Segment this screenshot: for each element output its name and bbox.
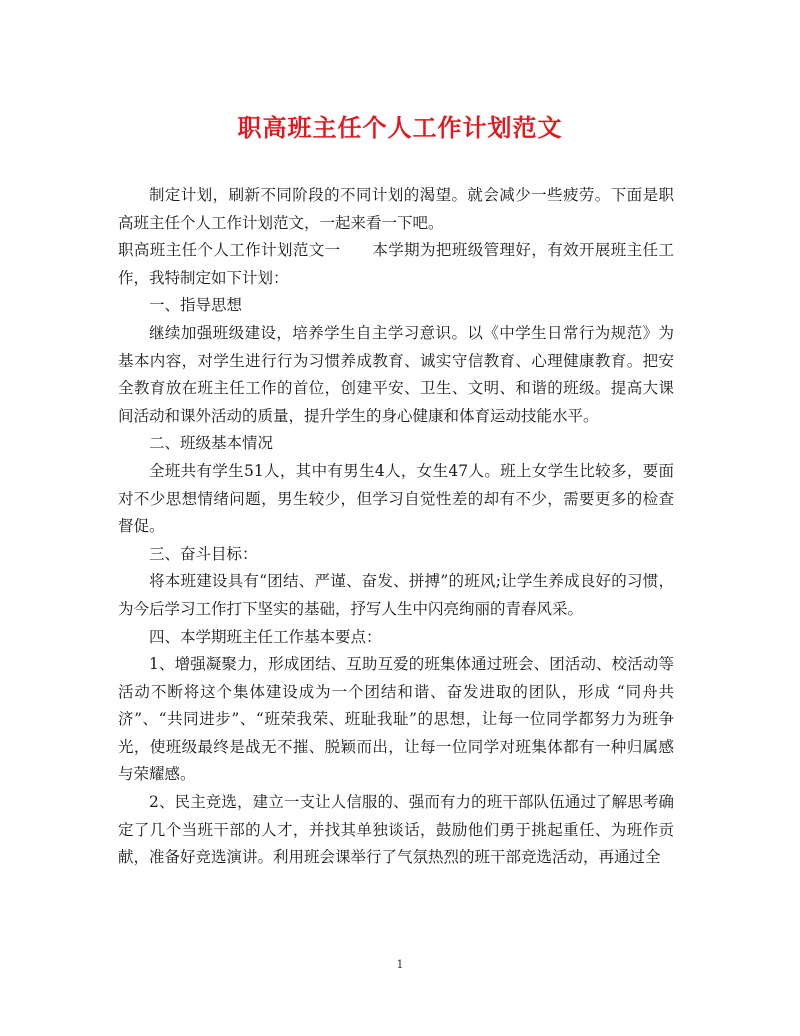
section-heading-key-points: 四、本学期班主任工作基本要点： <box>149 627 382 646</box>
section-heading-goals: 三、奋斗目标： <box>149 544 258 563</box>
document-body <box>118 182 674 872</box>
section-heading-class-situation: 二、班级基本情况 <box>149 434 274 453</box>
document-title: 职高班主任个人工作计划范文 <box>237 113 563 142</box>
page-number: 1 <box>396 958 404 971</box>
paragraph-guiding-idea: 继续加强班级建设，培养学生自主学习意识。以《中学生日常行为规范》为基本内容，对学生进行行为习惯养成教育、诚实守信教育、心理健康教育。把安全教育放在班主任工作的首位，创建平安、卫生、文明、和谐的班级。提高大课间活动和课外活动的质量，提升学生的身心健康和体育运动技能水平。 <box>118 323 674 425</box>
paragraph-sample-one-heading: 职高班主任个人工作计划范文一 本学期为把班级管理好，有效开展班主任工作，我特制定如下计划： <box>118 241 674 287</box>
section-heading-guiding-idea: 一、指导思想 <box>149 296 243 315</box>
paragraph-intro: 制定计划，刷新不同阶段的不同计划的渴望。就会减少一些疲劳。下面是职高班主任个人工作计划范文，一起来看一下吧。 <box>118 186 674 232</box>
paragraph-key-point-2: 2、民主竞选，建立一支让人信服的、强而有力的班干部队伍通过了解思考确定了几个当班干部的人才，并找其单独谈话，鼓励他们勇于挑起重任、为班作贡献，准备好竞选演讲。利用班会课举行了气氛热烈的班干部竞选活动，再通过全 <box>118 793 674 867</box>
paragraph-goals: 将本班建设具有“团结、严谨、奋发、拼搏”的班风;让学生养成良好的习惯，为今后学习工作打下坚实的基础，抒写人生中闪亮绚丽的青春风采。 <box>118 572 674 618</box>
paragraph-key-point-1: 1、增强凝聚力，形成团结、互助互爱的班集体通过班会、团活动、校活动等活动不断将这个集体建设成为一个团结和谐、奋发进取的团队，形成 “同舟共济”、“共同进步”、“班荣我荣、班耻我耻”的思想，让每一位同学都努力为班争光，使班级最终是战无不摧、脱颖而出，让每一位同学对班集体都有一种归属感与荣耀感。 <box>118 655 674 784</box>
paragraph-class-situation: 全班共有学生51人，其中有男生4人，女生47人。班上女学生比较多，要面对不少思想情绪问题，男生较少，但学习自觉性差的却有不少，需要更多的检查督促。 <box>118 461 674 536</box>
